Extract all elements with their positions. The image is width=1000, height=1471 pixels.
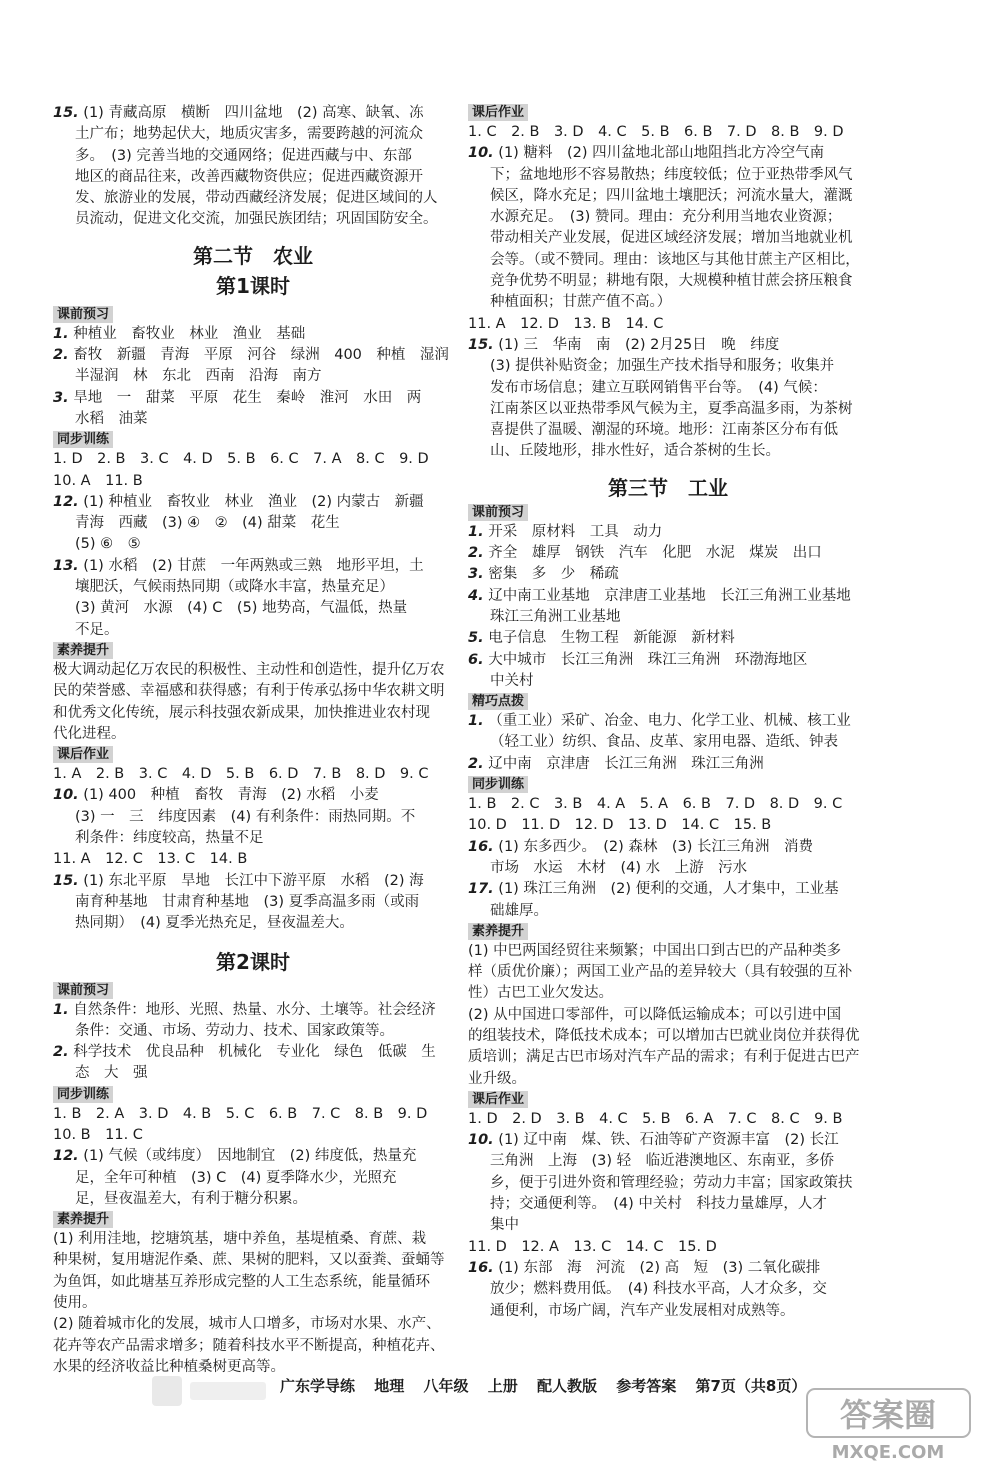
section-tag: 课前预习 xyxy=(468,504,528,521)
answer-continuation: （轻工业）纺织、食品、皮革、家用电器、造纸、钟表 xyxy=(490,734,838,751)
answer-continuation: 江南茶区以亚热带季风气候为主，夏季高温多雨，为茶树 xyxy=(490,400,853,417)
question-number: 16. xyxy=(468,838,494,855)
watermark-logo xyxy=(806,1388,971,1464)
section-tag: 课前预习 xyxy=(53,982,113,999)
lesson-title: 第2课时 xyxy=(216,949,290,974)
answer-continuation: 青海 西藏 (3) ④ ② (4) 甜菜 花生 xyxy=(75,515,340,532)
right-column xyxy=(468,103,868,1322)
answer-text: (1) 东部 海 河流 (2) 高 短 (3) 二氧化碳排 xyxy=(498,1259,821,1276)
section-tag: 素养提升 xyxy=(468,923,528,940)
answer-line xyxy=(468,122,868,143)
answer-text: (1) 东北平原 旱地 长江中下游平原 水稻 (2) 海 xyxy=(83,872,424,889)
watermark-url: MXQE.COM xyxy=(831,1442,945,1463)
section-tag-row xyxy=(53,305,453,324)
answer-line xyxy=(468,628,868,649)
section-tag-row xyxy=(53,430,453,449)
paragraph-line: 极大调动起亿万农民的积极性、主动性和创造性，提升亿万农 xyxy=(53,661,445,678)
answer-line xyxy=(53,849,453,870)
question-number: 1. xyxy=(468,523,484,540)
answer-text: 1. C 2. B 3. D 4. C 5. B 6. B 7. D 8. B 9. D xyxy=(468,124,844,140)
section-tag-row xyxy=(53,641,453,660)
section-tag: 同步训练 xyxy=(468,776,528,793)
answer-continuation: 三角洲 上海 (3) 轻 临近港澳地区、东南亚，多侨 xyxy=(490,1153,835,1170)
answer-continuation: 中关村 xyxy=(490,672,534,689)
section-tag: 同步训练 xyxy=(53,1086,113,1103)
answer-text: (1) 辽中南 煤、铁、石油等矿产资源丰富 (2) 长江 xyxy=(498,1132,839,1149)
answer-line xyxy=(468,1130,868,1151)
answer-continuation: 土广布；地势起伏大，地质灾害多，需要跨越的河流众 xyxy=(75,126,423,143)
answer-line xyxy=(468,143,868,164)
question-number: 3. xyxy=(468,566,484,583)
answer-continuation: 不足。 xyxy=(75,621,119,638)
answer-continuation: 壤肥沃，气候雨热同期（或降水丰富，热量充足） xyxy=(75,579,394,596)
section-tag-row xyxy=(468,692,868,711)
answer-continuation: 发、旅游业的发展，带动西藏经济发展；促进区域间的人 xyxy=(75,190,438,207)
answer-text: 1. D 2. B 3. C 4. D 5. B 6. C 7. A 8. C 9. D xyxy=(53,451,429,468)
answer-line xyxy=(468,1237,868,1258)
answer-text: 10. B 11. C xyxy=(53,1126,143,1143)
answer-line xyxy=(53,324,453,345)
question-number: 5. xyxy=(468,630,484,647)
paragraph-line: 为鱼饵，如此塘基互养形成完整的人工生态系统，能量循环 xyxy=(53,1273,430,1290)
question-number: 4. xyxy=(468,587,484,604)
answer-text: 1. B 2. A 3. D 4. B 5. C 6. B 7. C 8. B 9. D xyxy=(53,1105,428,1122)
section-tag-row xyxy=(53,745,453,764)
answer-line xyxy=(53,1042,453,1063)
question-number: 12. xyxy=(53,493,79,510)
answer-text: (1) 气候（或纬度） 因地制宜 (2) 纬度低，热量充 xyxy=(83,1148,417,1165)
section-tag: 课后作业 xyxy=(468,1091,528,1108)
answer-text: 齐全 雄厚 钢铁 汽车 化肥 水泥 煤炭 出口 xyxy=(488,545,822,562)
paragraph-line: (1) 利用洼地，挖塘筑基，塘中养鱼，基堤植桑、育蔗、栽 xyxy=(53,1231,427,1248)
answer-line xyxy=(53,785,453,806)
question-number: 17. xyxy=(468,881,494,898)
question-number: 1. xyxy=(53,325,69,342)
answer-text: (1) 东多西少。 (2) 森林 (3) 长江三角洲 消费 xyxy=(498,838,813,855)
footer-subject: 地理 xyxy=(374,1377,405,1395)
answer-continuation: 员流动，促进文化交流，加强民族团结；巩固国防安全。 xyxy=(75,211,438,228)
paragraph-line: 花卉等农产品需求增多；随着科技水平不断提高，种植花卉、 xyxy=(53,1337,445,1354)
answer-continuation: 础雄厚。 xyxy=(490,902,548,919)
paragraph-line: (1) 中巴两国经贸往来频繁；中国出口到古巴的产品种类多 xyxy=(468,942,842,959)
answer-text: 1. B 2. C 3. B 4. A 5. A 6. B 7. D 8. D 9. C xyxy=(468,796,843,813)
answer-continuation: 地区的商品往来，改善西藏物资供应；促进西藏资源开 xyxy=(75,168,423,185)
section-tag-row xyxy=(468,503,868,522)
question-number: 10. xyxy=(53,787,79,804)
answer-continuation: 会等。（或不赞同。理由：该地区与其他甘蔗主产区相比， xyxy=(490,251,860,268)
paragraph-line: 样（质优价廉）；两国工业产品的差异较大（具有较强的互补 xyxy=(468,964,853,981)
question-number: 3. xyxy=(53,389,69,406)
footer-book: 广东学导练 xyxy=(280,1377,356,1395)
footer-page: 第7页（共8页） xyxy=(695,1377,807,1395)
question-number: 2. xyxy=(468,755,484,772)
answer-text: (1) 400 种植 畜牧 青海 (2) 水稻 小麦 xyxy=(83,787,379,804)
question-number: 2. xyxy=(468,545,484,562)
answer-continuation: 利条件：纬度较高，热量不足 xyxy=(75,830,264,847)
answer-continuation: 集中 xyxy=(490,1217,519,1234)
answer-text: 11. A 12. C 13. C 14. B xyxy=(53,851,248,868)
answer-line xyxy=(53,388,453,409)
paragraph-line: 业升级。 xyxy=(468,1070,526,1087)
answer-continuation: (3) 提供补贴资金；加强生产技术指导和服务；收集并 xyxy=(490,358,835,375)
question-number: 2. xyxy=(53,347,69,364)
answer-line xyxy=(53,492,453,513)
answer-line xyxy=(468,794,868,815)
footer-edition: 配人教版 xyxy=(537,1377,598,1395)
paragraph-line: 使用。 xyxy=(53,1295,97,1312)
answer-continuation: 多。 (3) 完善当地的交通网络；促进西藏与中、东部 xyxy=(75,147,412,164)
paragraph-line: 和优秀文化传统，展示科技强农新成果，加快推进业农村现 xyxy=(53,704,430,721)
answer-continuation: 带动相关产业发展，促进区域经济发展；增加当地就业机 xyxy=(490,230,853,247)
answer-text: 畜牧 新疆 青海 平原 河谷 绿洲 400 种植 湿润 xyxy=(73,347,449,364)
answer-text: 1. A 2. B 3. C 4. D 5. B 6. D 7. B 8. D 9. C xyxy=(53,766,429,783)
answer-line xyxy=(53,449,453,470)
answer-text: 辽中南 京津唐 长江三角洲 珠江三角洲 xyxy=(488,755,764,772)
answer-continuation: 条件：交通、市场、劳动力、技术、国家政策等。 xyxy=(75,1022,394,1039)
question-number: 1. xyxy=(53,1001,69,1018)
section-title: 第三节 工业 xyxy=(608,475,728,500)
answer-line xyxy=(53,556,453,577)
paragraph-line: 质培训；满足古巴市场对汽车产品的需求；有利于促进古巴产 xyxy=(468,1049,860,1066)
section-tag-row xyxy=(53,981,453,1000)
section-tag-row xyxy=(468,1090,868,1109)
section-tag: 课后作业 xyxy=(53,746,113,763)
answer-text: 科学技术 优良品种 机械化 专业化 绿色 低碳 生 xyxy=(73,1044,436,1061)
answer-line xyxy=(468,650,868,671)
section-title: 第二节 农业 xyxy=(193,243,313,268)
answer-line xyxy=(53,1146,453,1167)
answer-continuation: 喜提供了温暖、潮湿的环境。地形：江南茶区分布有低 xyxy=(490,422,838,439)
question-number: 10. xyxy=(468,145,494,162)
answer-line xyxy=(468,837,868,858)
question-number: 15. xyxy=(53,105,79,121)
answer-continuation: 市场 水运 木材 (4) 水 上游 污水 xyxy=(490,859,748,876)
answer-text: 种植业 畜牧业 林业 渔业 基础 xyxy=(73,325,306,342)
section-tag: 课后作业 xyxy=(468,104,528,121)
answer-continuation: 珠江三角洲工业基地 xyxy=(490,608,621,625)
footer-volume: 上册 xyxy=(487,1377,518,1395)
answer-line xyxy=(468,879,868,900)
section-tag-row xyxy=(53,1210,453,1229)
answer-line xyxy=(468,564,868,585)
section-tag: 同步训练 xyxy=(53,431,113,448)
answer-line xyxy=(468,1258,868,1279)
answer-line xyxy=(53,1125,453,1146)
watermark-text: 答案圈 xyxy=(839,1396,937,1434)
answer-text: (1) 青藏高原 横断 四川盆地 (2) 高寒、缺氧、冻 xyxy=(83,105,424,121)
footer-section: 参考答案 xyxy=(616,1377,677,1395)
question-number: 6. xyxy=(468,651,484,668)
answer-continuation: 南育种基地 甘肃育种基地 (3) 夏季高温多雨（或雨 xyxy=(75,893,420,910)
question-number: 2. xyxy=(53,1044,69,1061)
answer-line xyxy=(468,543,868,564)
answer-continuation: 持；交通便利等。 (4) 中关村 科技力量雄厚，人才 xyxy=(490,1196,827,1213)
answer-continuation: 候区，降水充足；四川盆地土壤肥沃；河流水量大，灌溉 xyxy=(490,187,853,204)
answer-continuation: 半湿润 林 东北 西南 沿海 南方 xyxy=(75,368,322,385)
answer-continuation: 种植面积；甘蔗产值不高。） xyxy=(490,294,672,311)
answer-line xyxy=(53,103,453,124)
paragraph-line: (2) 随着城市化的发展，城市人口增多，市场对水果、水产、 xyxy=(53,1316,441,1333)
answer-continuation: 足，全年可种植 (3) C (4) 夏季降水少，光照充 xyxy=(75,1169,397,1186)
faded-logo xyxy=(150,1372,270,1410)
answer-text: 1. D 2. D 3. B 4. C 5. B 6. A 7. C 8. C 9. B xyxy=(468,1110,843,1127)
answer-text: 电子信息 生物工程 新能源 新材料 xyxy=(488,630,735,647)
question-number: 15. xyxy=(53,872,79,889)
answer-line xyxy=(468,711,868,732)
section-tag: 课前预习 xyxy=(53,306,113,323)
question-number: 15. xyxy=(468,336,494,353)
answer-line xyxy=(468,314,868,335)
answer-line xyxy=(53,345,453,366)
section-tag-row xyxy=(468,775,868,794)
answer-continuation: 下；盆地地形不容易散热；纬度较低；位于亚热带季风气 xyxy=(490,166,853,183)
section-tag: 精巧点拨 xyxy=(468,693,528,710)
answer-text: (1) 珠江三角洲 (2) 便利的交通，人才集中，工业基 xyxy=(498,881,839,898)
answer-text: (1) 三 华南 南 (2) 2月25日 晚 纬度 xyxy=(498,336,780,353)
paragraph-line: 的组装技术，降低技术成本；可以增加古巴就业岗位并获得优 xyxy=(468,1027,860,1044)
question-number: 10. xyxy=(468,1132,494,1149)
answer-continuation: 水稻 油菜 xyxy=(75,410,148,427)
answer-continuation: 竞争优势不明显；耕地有限，大规模种植甘蔗会挤压粮食 xyxy=(490,273,853,290)
answer-line xyxy=(53,471,453,492)
answer-text: (1) 种植业 畜牧业 林业 渔业 (2) 内蒙古 新疆 xyxy=(83,493,424,510)
left-column xyxy=(53,103,453,1378)
answer-continuation: 放少；燃料费用低。 (4) 科技水平高，人才众多，交 xyxy=(490,1281,827,1298)
answer-continuation: 乡，便于引进外资和管理经验；劳动力丰富；国家政策扶 xyxy=(490,1174,853,1191)
answer-text: 密集 多 少 稀疏 xyxy=(488,566,619,583)
answer-text: 大中城市 长江三角洲 珠江三角洲 环渤海地区 xyxy=(488,651,808,668)
answer-line xyxy=(468,522,868,543)
answer-text: 自然条件：地形、光照、热量、水分、土壤等。社会经济 xyxy=(73,1001,436,1018)
answer-text: (1) 糖料 (2) 四川盆地北部山地阻挡北方冷空气南 xyxy=(498,145,825,162)
answer-text: 11. A 12. D 13. B 14. C xyxy=(468,315,664,332)
answer-continuation: 态 大 强 xyxy=(75,1065,148,1082)
paragraph-line: (2) 从中国进口零部件，可以降低运输成本；可以引进中国 xyxy=(468,1006,842,1023)
paragraph-line: 民的荣誉感、幸福感和获得感；有利于传承弘扬中华农耕文明 xyxy=(53,683,445,700)
question-number: 1. xyxy=(468,713,484,730)
answer-continuation: (3) 黄河 水源 (4) C (5) 地势高，气温低，热量 xyxy=(75,600,408,617)
answer-text: 旱地 一 甜菜 平原 花生 秦岭 淮河 水田 两 xyxy=(73,389,422,406)
answer-line xyxy=(468,586,868,607)
answer-line xyxy=(468,815,868,836)
answer-continuation: 热同期） (4) 夏季光热充足，昼夜温差大。 xyxy=(75,915,354,932)
answer-continuation: 足，昼夜温差大，有利于糖分积累。 xyxy=(75,1190,307,1207)
answer-line xyxy=(468,1109,868,1130)
section-tag-row xyxy=(53,1085,453,1104)
section-tag-row xyxy=(468,103,868,122)
answer-line xyxy=(53,764,453,785)
question-number: 13. xyxy=(53,557,79,574)
answer-continuation: (3) 一 三 纬度因素 (4) 有利条件：雨热同期。不 xyxy=(75,808,416,825)
answer-continuation: (5) ⑥ ⑤ xyxy=(75,536,141,553)
paragraph-line: 代化进程。 xyxy=(53,725,126,742)
answer-text: 10. A 11. B xyxy=(53,472,143,489)
answer-continuation: 通便利，市场广阔，汽车产业发展相对成熟等。 xyxy=(490,1302,795,1319)
paragraph-line: 性）古巴工业欠发达。 xyxy=(468,985,613,1002)
answer-continuation: 山、丘陵地形，排水性好，适合茶树的生长。 xyxy=(490,443,780,460)
section-tag: 素养提升 xyxy=(53,642,113,659)
answer-text: 开采 原材料 工具 动力 xyxy=(488,523,663,540)
answer-line xyxy=(468,754,868,775)
footer-grade: 八年级 xyxy=(423,1377,469,1395)
answer-continuation: 发布市场信息；建立互联网销售平台等。 (4) 气候： xyxy=(490,379,827,396)
answer-text: (1) 水稻 (2) 甘蔗 一年两熟或三熟 地形平坦，土 xyxy=(83,557,424,574)
paragraph-line: 水果的经济收益比种植桑树更高等。 xyxy=(53,1358,285,1375)
answer-line xyxy=(468,335,868,356)
answer-text: 11. D 12. A 13. C 14. C 15. D xyxy=(468,1238,717,1255)
lesson-title: 第1课时 xyxy=(216,273,290,298)
answer-text: 辽中南工业基地 京津唐工业基地 长江三角洲工业基地 xyxy=(488,587,851,604)
answer-continuation: 水源充足。 (3) 赞同。理由：充分利用当地农业资源； xyxy=(490,209,842,226)
answer-line xyxy=(53,1000,453,1021)
section-tag: 素养提升 xyxy=(53,1211,113,1228)
answer-line xyxy=(53,871,453,892)
answer-line xyxy=(53,1104,453,1125)
paragraph-line: 种果树，复用塘泥作桑、蔗、果树的肥料，又以蚕粪、蚕蛹等 xyxy=(53,1252,445,1269)
section-tag-row xyxy=(468,922,868,941)
answer-text: 10. D 11. D 12. D 13. D 14. C 15. B xyxy=(468,817,772,834)
question-number: 12. xyxy=(53,1148,79,1165)
question-number: 16. xyxy=(468,1259,494,1276)
answer-text: （重工业）采矿、冶金、电力、化学工业、机械、核工业 xyxy=(488,713,851,730)
